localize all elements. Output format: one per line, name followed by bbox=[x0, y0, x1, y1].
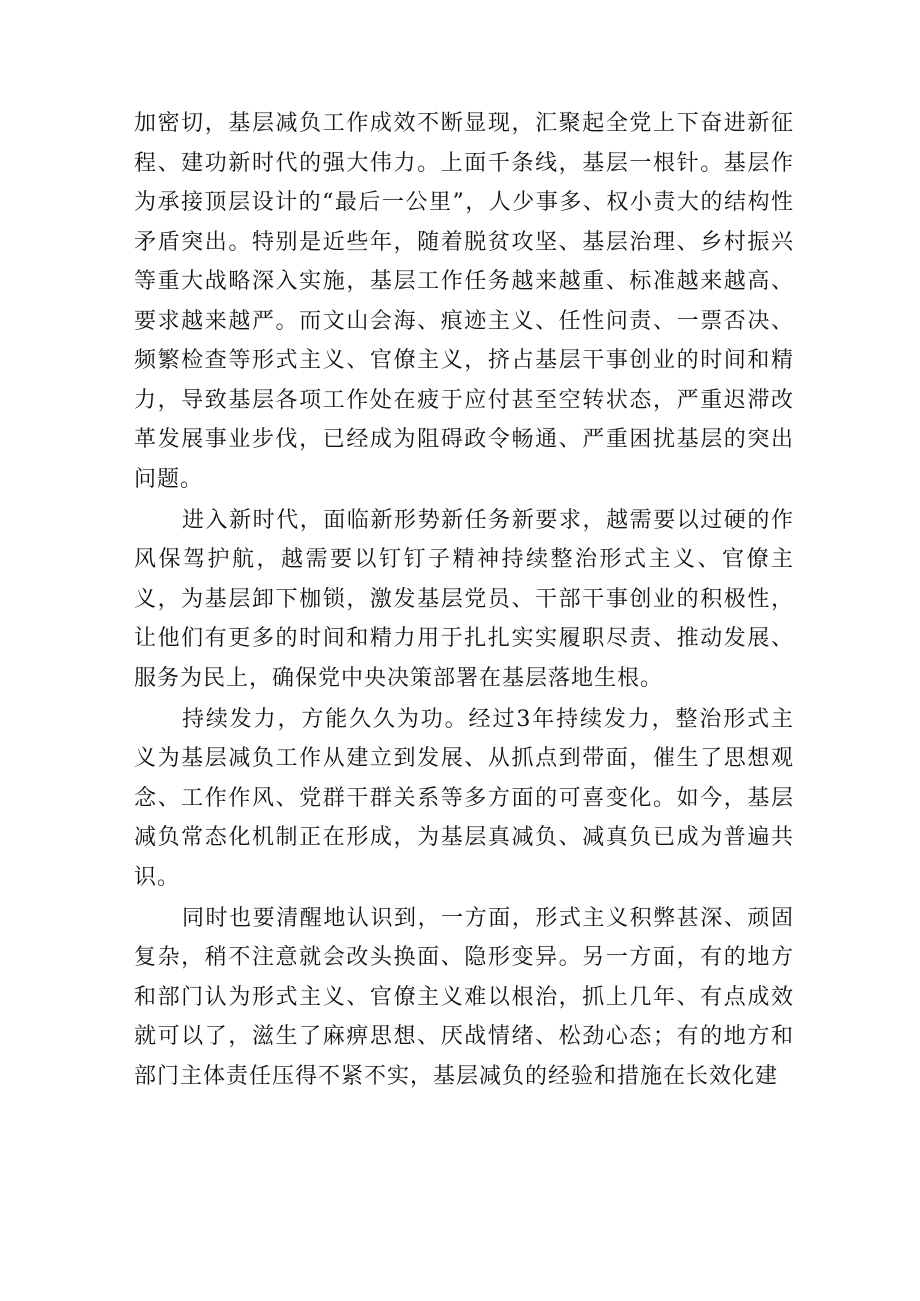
paragraph-4: 同时也要清醒地认识到，一方面，形式主义积弊甚深、顽固复杂，稍不注意就会改头换面、隐形变异。另一方面，有的地方和部门认为形式主义、官僚主义难以根治，抓上几年、有点成效就可以了，滋生了麻痹思想、厌战情绪、松劲心态；有的地方和部门主体责任压得不紧不实，基层减负的经验和措施在长效化建 bbox=[134, 905, 794, 1089]
paragraph-3: 持续发力，方能久久为功。经过3年持续发力，整治形式主义为基层减负工作从建立到发展、从抓点到带面，催生了思想观念、工作作风、党群干群关系等多方面的可喜变化。如今，基层减负常态化机制正在形成，为基层真减负、减真负已成为普遍共识。 bbox=[134, 706, 794, 890]
paragraph-2: 进入新时代，面临新形势新任务新要求，越需要以过硬的作风保驾护航，越需要以钉钉子精神持续整治形式主义、官僚主义，为基层卸下枷锁，激发基层党员、干部干事创业的积极性，让他们有更多的时间和精力用于扎扎实实履职尽责、推动发展、服务为民上，确保党中央决策部署在基层落地生根。 bbox=[134, 507, 794, 691]
paragraph-1: 加密切，基层减负工作成效不断显现，汇聚起全党上下奋进新征程、建功新时代的强大伟力。上面千条线，基层一根针。基层作为承接顶层设计的“最后一公里”，人少事多、权小责大的结构性矛盾突出。特别是近些年，随着脱贫攻坚、基层治理、乡村振兴等重大战略深入实施，基层工作任务越来越重、标准越来越高、要求越来越严。而文山会海、痕迹主义、任性问责、一票否决、频繁检查等形式主义、官僚主义，挤占基层干事创业的时间和精力，导致基层各项工作处在疲于应付甚至空转状态，严重迟滞改革发展事业步伐，已经成为阻碍政令畅通、严重困扰基层的突出问题。 bbox=[134, 111, 794, 492]
document-body bbox=[134, 104, 794, 1098]
